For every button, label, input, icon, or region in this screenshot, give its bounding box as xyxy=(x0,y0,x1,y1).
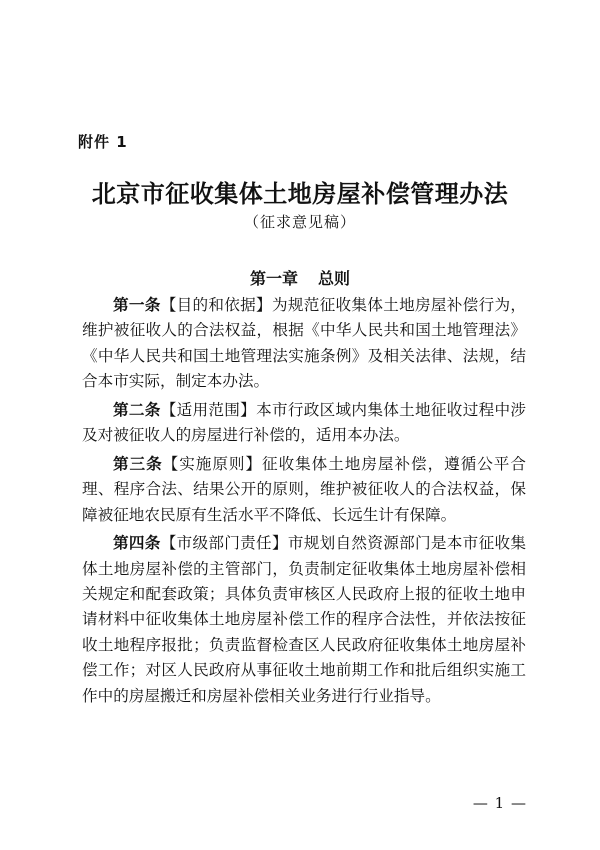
article-3-heading: 【实施原则】 xyxy=(162,454,263,473)
document-title: 北京市征收集体土地房屋补偿管理办法 xyxy=(91,179,509,208)
chapter-name: 总则 xyxy=(318,269,351,288)
article-list xyxy=(82,293,526,712)
article-3-number: 第三条 xyxy=(113,454,163,473)
chapter-heading xyxy=(0,266,600,289)
article-1-number: 第一条 xyxy=(113,296,161,314)
article-2-heading: 【适用范围】 xyxy=(160,400,257,419)
article-4-heading: 【市级部门责任】 xyxy=(160,534,288,553)
article-4 xyxy=(82,531,526,709)
article-3 xyxy=(82,452,526,528)
article-2 xyxy=(82,398,526,449)
article-4-number: 第四条 xyxy=(113,534,161,553)
article-1 xyxy=(82,293,526,395)
article-3-text: 征收集体土地房屋补偿，遵循公平合理、程序合法、结果公开的原则，维护被征收人的合法权益，保障被征地农民原有生活水平不降低、长远生计有保障。 xyxy=(82,454,526,524)
article-1-text: 为规范征收集体土地房屋补偿行为，维护被征收人的合法权益，根据《中华人民共和国土地管理法》《中华人民共和国土地管理法实施条例》及相关法律、法规，结合本市实际，制定本办法。 xyxy=(82,296,526,391)
article-2-text: 本市行政区域内集体土地征收过程中涉及对被征收人的房屋进行补偿的，适用本办法。 xyxy=(82,400,526,445)
article-2-number: 第二条 xyxy=(113,400,161,419)
article-4-text: 市规划自然资源部门是本市征收集体土地房屋补偿的主管部门，负责制定征收集体土地房屋补偿相关规定和配套政策；具体负责审核区人民政府上报的征收土地申请材料中征收集体土地房屋补偿工作的程序合法性，并依法按征收土地程序报批；负责监督检查区人民政府征收集体土地房屋补偿工作；对区人民政府从事征收土地前期工作和批后组织实施工作中的房屋搬迁和房屋补偿相关业务进行行业指导。 xyxy=(82,534,526,705)
chapter-number: 第一章 xyxy=(249,269,298,288)
attachment-label: 附件 1 xyxy=(78,133,128,151)
document-subtitle: （征求意见稿） xyxy=(243,213,356,231)
page-number: — 1 — xyxy=(472,794,527,812)
article-1-heading: 【目的和依据】 xyxy=(160,296,272,314)
